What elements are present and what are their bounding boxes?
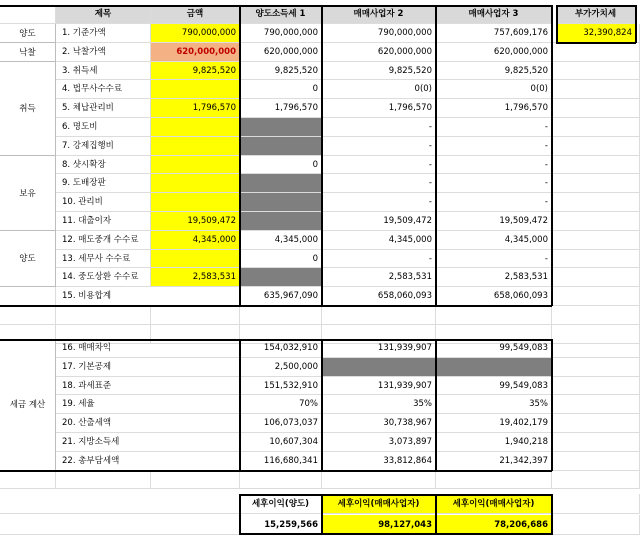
empty-cell[interactable] <box>552 137 640 156</box>
col3-cell[interactable]: 1,796,570 <box>436 99 552 118</box>
empty-cell[interactable] <box>552 118 640 137</box>
col2-cell[interactable]: - <box>322 118 436 137</box>
empty-cell[interactable] <box>552 287 640 306</box>
col2-cell[interactable]: 19,509,472 <box>322 212 436 231</box>
col1-cell[interactable]: 9,825,520 <box>240 62 322 81</box>
total-col1[interactable]: 635,967,090 <box>240 287 322 306</box>
col2-cell[interactable]: 2,583,531 <box>322 268 436 287</box>
empty-cell[interactable] <box>552 250 640 269</box>
col1-cell[interactable]: 1,796,570 <box>240 99 322 118</box>
amount-cell[interactable] <box>151 137 240 156</box>
amount-cell[interactable] <box>151 250 240 269</box>
profit-value-1[interactable]: 15,259,566 <box>240 515 322 535</box>
group-tax-calc: 세금 계산 <box>0 339 56 471</box>
empty-cell[interactable] <box>552 377 640 396</box>
row-label: 4. 법무사수수료 <box>56 80 151 99</box>
col2-cell[interactable]: 790,000,000 <box>322 24 436 43</box>
row-label: 8. 샷시확장 <box>56 156 151 175</box>
col2-cell[interactable]: - <box>322 174 436 193</box>
col3-cell[interactable]: - <box>436 137 552 156</box>
row-label: 5. 체납관리비 <box>56 99 151 118</box>
header-col-2[interactable]: 매매사업자 2 <box>322 5 436 24</box>
spacer-cell[interactable] <box>552 471 640 490</box>
row-label: 10. 관리비 <box>56 193 151 212</box>
col1-cell[interactable]: 790,000,000 <box>240 24 322 43</box>
col2-cell[interactable]: - <box>322 193 436 212</box>
border-line <box>435 339 437 471</box>
row-label: 12. 매도중개 수수료 <box>56 231 151 250</box>
tax-label: 17. 기본공제 <box>56 358 240 377</box>
border-line <box>551 339 553 471</box>
tax-col2[interactable] <box>322 358 436 377</box>
total-blank <box>0 287 56 306</box>
border-line <box>321 494 323 535</box>
tax-col1[interactable]: 10,607,304 <box>240 433 322 452</box>
empty-cell[interactable] <box>552 414 640 433</box>
col1-cell[interactable]: 620,000,000 <box>240 43 322 62</box>
col3-cell[interactable]: 0(0) <box>436 80 552 99</box>
row-label: 2. 낙찰가액 <box>56 43 151 62</box>
border-line <box>551 5 553 306</box>
tax-col3[interactable]: 99,549,083 <box>436 377 552 396</box>
tax-label: 20. 산출세액 <box>56 414 240 433</box>
empty-cell[interactable] <box>552 515 640 535</box>
amount-cell[interactable]: 1,796,570 <box>151 99 240 118</box>
tax-col1[interactable]: 151,532,910 <box>240 377 322 396</box>
tax-col3[interactable]: 1,940,218 <box>436 433 552 452</box>
col3-cell[interactable]: - <box>436 193 552 212</box>
spacer-cell[interactable] <box>0 306 56 325</box>
profit-value-2[interactable]: 98,127,043 <box>322 515 436 535</box>
col3-cell[interactable]: 757,609,176 <box>436 24 552 43</box>
amount-cell[interactable] <box>151 174 240 193</box>
border-line <box>321 5 323 306</box>
col3-cell[interactable]: - <box>436 156 552 175</box>
border-line <box>556 5 558 43</box>
header-title[interactable]: 제목 <box>56 5 151 24</box>
spacer-cell[interactable] <box>56 471 151 490</box>
row-label: 6. 명도비 <box>56 118 151 137</box>
border-line <box>0 5 552 7</box>
empty-cell[interactable] <box>552 43 640 62</box>
profit-header-3: 세후이익(매매사업자) <box>436 494 552 514</box>
tax-col2[interactable]: 33,812,864 <box>322 452 436 471</box>
group-yangdo: 양도 <box>0 24 56 43</box>
spacer-cell[interactable] <box>322 306 436 325</box>
empty-cell[interactable] <box>552 268 640 287</box>
tax-label: 21. 지방소득세 <box>56 433 240 452</box>
amount-cell[interactable] <box>151 193 240 212</box>
tax-col3[interactable]: 99,549,083 <box>436 339 552 358</box>
border-line <box>551 494 553 535</box>
group-chwideuk: 취득 <box>0 62 56 156</box>
col3-cell[interactable]: - <box>436 174 552 193</box>
row-label: 1. 기준가액 <box>56 24 151 43</box>
col2-cell[interactable]: 9,825,520 <box>322 62 436 81</box>
total-label: 15. 비용합계 <box>56 287 240 306</box>
col1-cell[interactable]: 0 <box>240 80 322 99</box>
header-vat[interactable]: 부가가치세 <box>556 5 636 24</box>
vat-value[interactable]: 32,390,824 <box>556 24 636 43</box>
border-line <box>556 5 636 7</box>
tax-col2[interactable]: 3,073,897 <box>322 433 436 452</box>
spacer-cell[interactable] <box>322 471 436 490</box>
row-label: 9. 도배장판 <box>56 174 151 193</box>
empty-cell[interactable] <box>552 174 640 193</box>
empty-cell[interactable] <box>552 80 640 99</box>
tax-col1[interactable]: 106,073,037 <box>240 414 322 433</box>
border-line <box>0 305 552 307</box>
header-amount[interactable]: 금액 <box>151 5 240 24</box>
empty-cell[interactable] <box>552 452 640 471</box>
amount-cell[interactable]: 4,345,000 <box>151 231 240 250</box>
col2-cell[interactable]: - <box>322 137 436 156</box>
tax-col1[interactable]: 154,032,910 <box>240 339 322 358</box>
empty-cell[interactable] <box>552 212 640 231</box>
spacer-cell[interactable] <box>436 306 552 325</box>
total-col2[interactable]: 658,060,093 <box>322 287 436 306</box>
tax-label: 22. 총부담세액 <box>56 452 240 471</box>
tax-col1[interactable]: 2,500,000 <box>240 358 322 377</box>
col2-cell[interactable]: 620,000,000 <box>322 43 436 62</box>
empty-cell[interactable] <box>552 358 640 377</box>
amount-cell[interactable]: 620,000,000 <box>151 43 240 62</box>
spacer-cell[interactable] <box>552 306 640 325</box>
tax-label: 18. 과세표준 <box>56 377 240 396</box>
empty-cell[interactable] <box>552 231 640 250</box>
col1-cell[interactable] <box>240 118 322 137</box>
col2-cell[interactable]: 4,345,000 <box>322 231 436 250</box>
group-yangdo-sale: 양도 <box>0 231 56 287</box>
amount-cell[interactable]: 9,825,520 <box>151 62 240 81</box>
border-line <box>635 5 637 43</box>
amount-cell[interactable]: 2,583,531 <box>151 268 240 287</box>
tax-col1[interactable]: 70% <box>240 395 322 414</box>
col3-cell[interactable]: 4,345,000 <box>436 231 552 250</box>
border-line <box>0 470 552 472</box>
border-line <box>556 42 636 44</box>
row-label: 3. 취득세 <box>56 62 151 81</box>
group-nakchal: 낙찰 <box>0 43 56 62</box>
col1-cell[interactable]: 0 <box>240 250 322 269</box>
spacer-cell[interactable] <box>151 306 240 325</box>
total-col3[interactable]: 658,060,093 <box>436 287 552 306</box>
amount-cell[interactable] <box>151 118 240 137</box>
spacer-cell[interactable] <box>56 306 151 325</box>
empty-cell[interactable] <box>552 99 640 118</box>
col2-cell[interactable]: 0(0) <box>322 80 436 99</box>
border-line <box>239 5 241 306</box>
col3-cell[interactable]: 620,000,000 <box>436 43 552 62</box>
spacer-cell[interactable] <box>436 471 552 490</box>
empty-cell[interactable] <box>552 433 640 452</box>
col1-cell[interactable] <box>240 193 322 212</box>
col2-cell[interactable]: - <box>322 250 436 269</box>
amount-cell[interactable]: 19,509,472 <box>151 212 240 231</box>
col2-cell[interactable]: - <box>322 156 436 175</box>
empty-cell[interactable] <box>552 62 640 81</box>
tax-label: 19. 세율 <box>56 395 240 414</box>
amount-cell[interactable]: 790,000,000 <box>151 24 240 43</box>
spacer-cell[interactable] <box>240 306 322 325</box>
profit-blank <box>0 515 240 535</box>
col1-cell[interactable]: 0 <box>240 156 322 175</box>
empty-cell[interactable] <box>552 339 640 358</box>
empty-cell[interactable] <box>552 494 640 514</box>
spacer-cell[interactable] <box>0 471 56 490</box>
empty-cell[interactable] <box>552 395 640 414</box>
row-label: 7. 강제집행비 <box>56 137 151 156</box>
col2-cell[interactable]: 1,796,570 <box>322 99 436 118</box>
border-line <box>239 339 241 471</box>
header-blank <box>0 5 56 24</box>
col1-cell[interactable]: 4,345,000 <box>240 231 322 250</box>
col1-cell[interactable] <box>240 137 322 156</box>
col3-cell[interactable]: - <box>436 118 552 137</box>
header-col-1[interactable]: 양도소득세 1 <box>240 5 322 24</box>
profit-blank <box>0 494 240 514</box>
spacer-cell[interactable] <box>151 471 240 490</box>
tax-col3[interactable]: 19,402,179 <box>436 414 552 433</box>
col1-cell[interactable] <box>240 174 322 193</box>
col1-cell[interactable] <box>240 268 322 287</box>
border-line <box>435 5 437 306</box>
tax-col2[interactable]: 35% <box>322 395 436 414</box>
row-label: 11. 대출이자 <box>56 212 151 231</box>
tax-col3[interactable] <box>436 358 552 377</box>
col1-cell[interactable] <box>240 212 322 231</box>
col3-cell[interactable]: 9,825,520 <box>436 62 552 81</box>
border-line <box>435 494 437 535</box>
col3-cell[interactable]: 19,509,472 <box>436 212 552 231</box>
border-line <box>321 339 323 471</box>
col3-cell[interactable]: 2,583,531 <box>436 268 552 287</box>
empty-cell[interactable] <box>552 156 640 175</box>
amount-cell[interactable] <box>151 80 240 99</box>
border-line <box>0 339 552 341</box>
tax-col2[interactable]: 131,939,907 <box>322 339 436 358</box>
profit-header-1: 세후이익(양도) <box>240 494 322 514</box>
amount-cell[interactable] <box>151 156 240 175</box>
row-label: 13. 세무사 수수료 <box>56 250 151 269</box>
profit-value-3[interactable]: 78,206,686 <box>436 515 552 535</box>
row-label: 14. 중도상환 수수료 <box>56 268 151 287</box>
tax-col3[interactable]: 21,342,397 <box>436 452 552 471</box>
col3-cell[interactable]: - <box>436 250 552 269</box>
spacer-cell[interactable] <box>240 471 322 490</box>
tax-col2[interactable]: 131,939,907 <box>322 377 436 396</box>
tax-col3[interactable]: 35% <box>436 395 552 414</box>
profit-header-2: 세후이익(매매사업자) <box>322 494 436 514</box>
tax-label: 16. 매매차익 <box>56 339 240 358</box>
empty-cell[interactable] <box>552 193 640 212</box>
header-col-3[interactable]: 매매사업자 3 <box>436 5 552 24</box>
group-boyu: 보유 <box>0 156 56 231</box>
border-line <box>239 494 241 535</box>
border-line <box>240 494 552 496</box>
tax-col2[interactable]: 30,738,967 <box>322 414 436 433</box>
tax-col1[interactable]: 116,680,341 <box>240 452 322 471</box>
